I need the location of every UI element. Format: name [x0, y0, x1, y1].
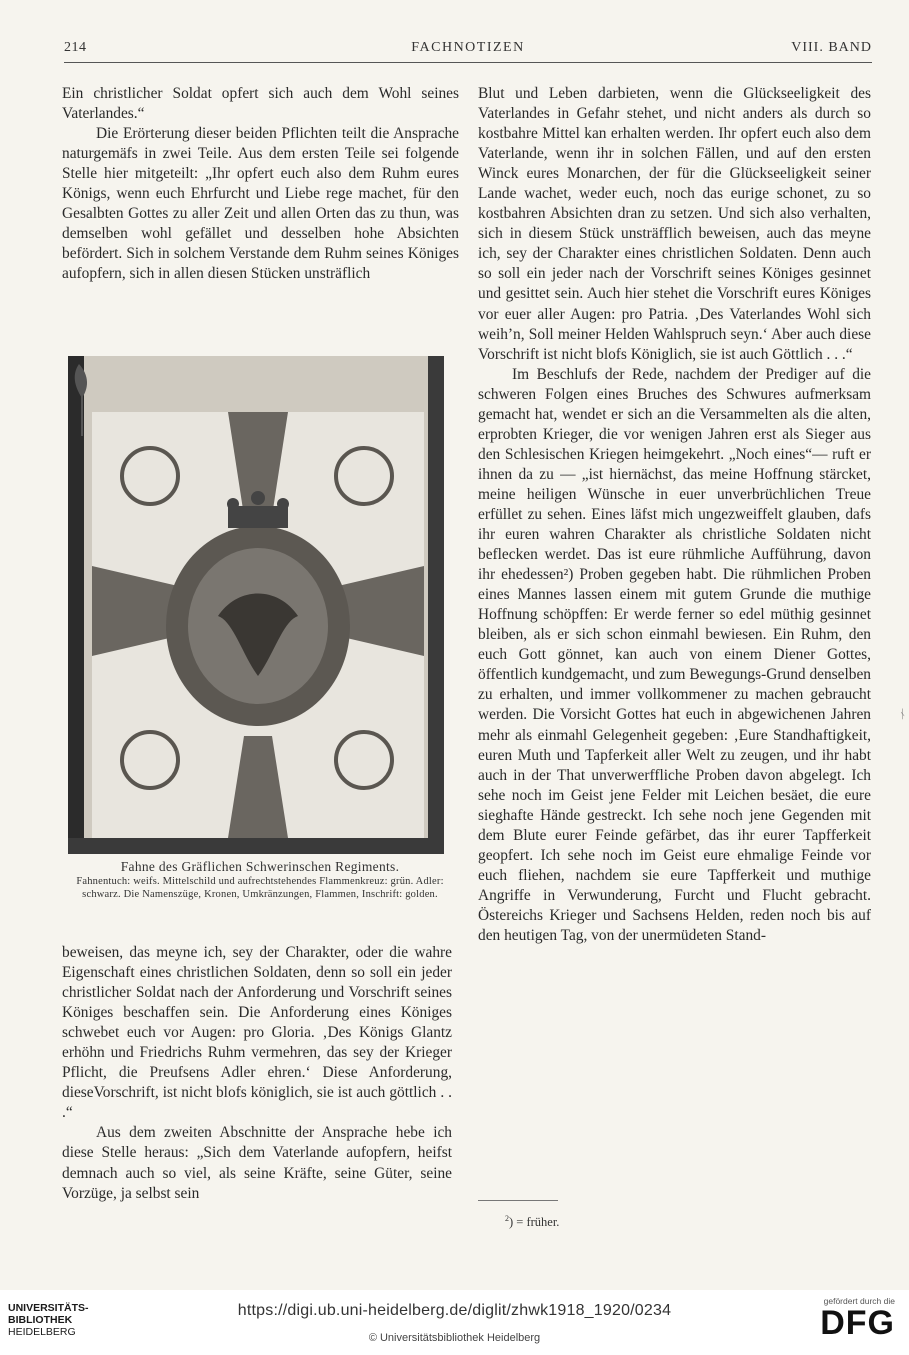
- running-head: [64, 40, 872, 60]
- paragraph: Blut und Leben darbieten, wenn die Glückseeligkeit des Vaterlandes in Gefahr stehet, und nicht anders als durch so kostbahre Mittel kan erhalten werden. Ihr opfert euch also dem Vaterlande, wenn ihr in solchen Fällen, und auf den ersten Winck eures Monarchen, der für die Glückseeligkeit seiner Lande wachet, weder euch, noch das eurige schonet, zu so kostbahren Absichten dran zu setzen. Und sich also verhalten, sich in diesem Stück unsträfflich beweisen, auch das meyne ich, sey der Charakter eines christlichen Soldaten. Denn auch so soll ein jeder nach der Vorschrift seines Königes gesinnet und gesittet sein. Auch hier stehet die Vorschrift eures Königes vor euer aller Augen: pro Patria. ‚Des Vaterlandes Wohl sich weih’n, Soll meiner Helden Wahlspruch seyn.‘ Aber auch diese Vorschrift ist nicht blofs Königlich, sie ist auch Göttlich . . .“: [478, 85, 871, 363]
- funder-note: gefördert durch die: [823, 1296, 895, 1306]
- permalink[interactable]: https://digi.ub.uni-heidelberg.de/diglit/zhwk1918_1920/0234: [237, 1302, 672, 1319]
- footnote-mark: 2: [505, 1214, 509, 1223]
- volume-label: VIII. BAND: [791, 40, 872, 55]
- paragraph: Aus dem zweiten Abschnitte der Ansprache hebe ich diese Stelle heraus: „Sich dem Vaterlande aufopfern, heifst demnach auch so viel, als seine Kräfte, seine Güter, seine Vorzüge, ja selbst sein: [62, 1124, 452, 1202]
- viewer-footer: [0, 1290, 909, 1355]
- page-number: 214: [64, 40, 87, 55]
- caption-description: Fahnentuch: weifs. Mittelschild und aufrechtstehendes Flammenkreuz: grün. Adler: schwarz. Die Namenszüge, Kronen, Umkränzungen, Flammen, Inschrift: golden.: [76, 876, 444, 900]
- library-name-line2: BIBLIOTHEK: [8, 1314, 73, 1326]
- funder-logo[interactable]: [805, 1296, 895, 1340]
- right-column: [478, 84, 871, 946]
- paragraph: Die Erörterung dieser beiden Pflichten teilt die Ansprache naturgemäfs in zwei Teile. Aus dem ersten Teile sei folgende Stelle hier mitgeteilt: „Ihr opfert euch also dem Ruhm eures Königs, wenn euch Ehrfurcht und Liebe rege machet, für den Gesalbten Gottes zu aller Zeit und allen Orten das zu thun, was demselben wohl gefället und desselben hohe Absichten befördert. Sich in solchem Verstande dem Ruhm seines Königes aufopfern, sich in allen diesen Stücken unsträflich: [62, 125, 459, 283]
- paragraph: beweisen, das meyne ich, sey der Charakter, oder die wahre Eigenschaft eines christlichen Soldaten, denn so soll ein jeder christlicher Soldat nach der Anforderung und Vorschrift seines Königes beschaffen sein. Die Anforderung eines Königes schwebet euch vor Augen: pro Gloria. ‚Des Königs Glantz erhöhn und Friedrichs Ruhm vermehren, das sey der Krieger Pflicht, die Preufsens Adler ehren.‘ Diese Anforderung, dieseVorschrift, ist nicht blofs königlich, sie ist auch göttlich . . .“: [62, 944, 452, 1122]
- header-rule: [64, 62, 872, 63]
- copyright-notice: © Universitätsbibliothek Heidelberg: [368, 1332, 541, 1344]
- caption-title: Fahne des Gräflichen Schwerinschen Regiments.: [120, 859, 400, 874]
- paragraph: Ein christlicher Soldat opfert sich auch dem Wohl seines Vaterlandes.“: [62, 85, 459, 123]
- footnote: [505, 1214, 559, 1230]
- paragraph: Im Beschlufs der Rede, nachdem der Prediger auf die schweren Folgen eines Bruches des Schwures aufmerksam gemacht hat, wendet er sich an die Versammelten als die alten, erprobten Krieger, die vor wenigen Jahren erst als Sieger aus den Schlesischen Kriegen heimgekehrt. „Noch eines“— ruft er ihnen da zu — „ist hiernächst, das meine Hoffnung stärcket, meine heiligen Wünsche in euer unverbrüchlichen Treue erfüllet zu sehen. Eines läfst mich ungezweiffelt glauben, dafs ihr euren wahren Charakter als christliche Soldaten nicht beflecken werdet. Das ist eure rühmliche Aufführung, davon ihr ehedessen²) Proben gegeben habt. Die rühmlichen Proben eines Mannes lassen einem mit gutem Grunde die muthige Hoffnung schöpffen: Er werde ferner so edel müthig gesinnet bleiben, als er sich schon einmahl bewiesen. Ein Ruhm, den euch Gott gönnet, kan auch von einem Diener Gottes, öffentlich kundgemacht, und zum Bewegungs-Grund denselben zu erhalten, und immer vollkommener zu machen gebraucht werden. Die Vorsicht Gottes hat euch in abgewichenen Jahren mehr als einmahl Gelegenheit gegeben: ‚Eure Standhaftigkeit, euren Muth und Tapferkeit aller Welt zu zeugen, und ihr habt auch in der That unverwerffliche Proben davon abgelegt. Ich sehe noch im Geist jene Felder mit Leichen besäet, die eure sieghafte Hände gestreckt. Ich sehe noch jene Gegenden mit dem Blute eurer Feinde gefärbet, das ihr eurer Tapfferkeit geopfert. Ich sehe noch im Geist eure ehmalige Feinde vor euch fliehen, nachdem sie eure Tapfferkeit und muthige Angriffe in Verwunderung, Furcht und Flucht gebracht. Östereichs Krieger und Sachsens Helden, reden noch bis auf den heutigen Tag, von der unermüdeten Stand-: [478, 365, 871, 944]
- library-name-line1: UNIVERSITÄTS-: [8, 1302, 89, 1314]
- flag-photograph: [68, 356, 444, 854]
- flag-illustration: [68, 356, 444, 854]
- left-column-bottom: [62, 943, 452, 1204]
- section-title: FACHNOTIZEN: [411, 40, 525, 55]
- figure-caption: [62, 858, 458, 901]
- dfg-logo: DFG: [820, 1304, 895, 1342]
- footnote-text: ) = früher.: [509, 1215, 560, 1230]
- library-name-line3: HEIDELBERG: [8, 1326, 76, 1338]
- footnote-rule: [478, 1200, 558, 1201]
- margin-mark: ᚾ: [899, 707, 907, 721]
- left-column-top: [62, 84, 459, 284]
